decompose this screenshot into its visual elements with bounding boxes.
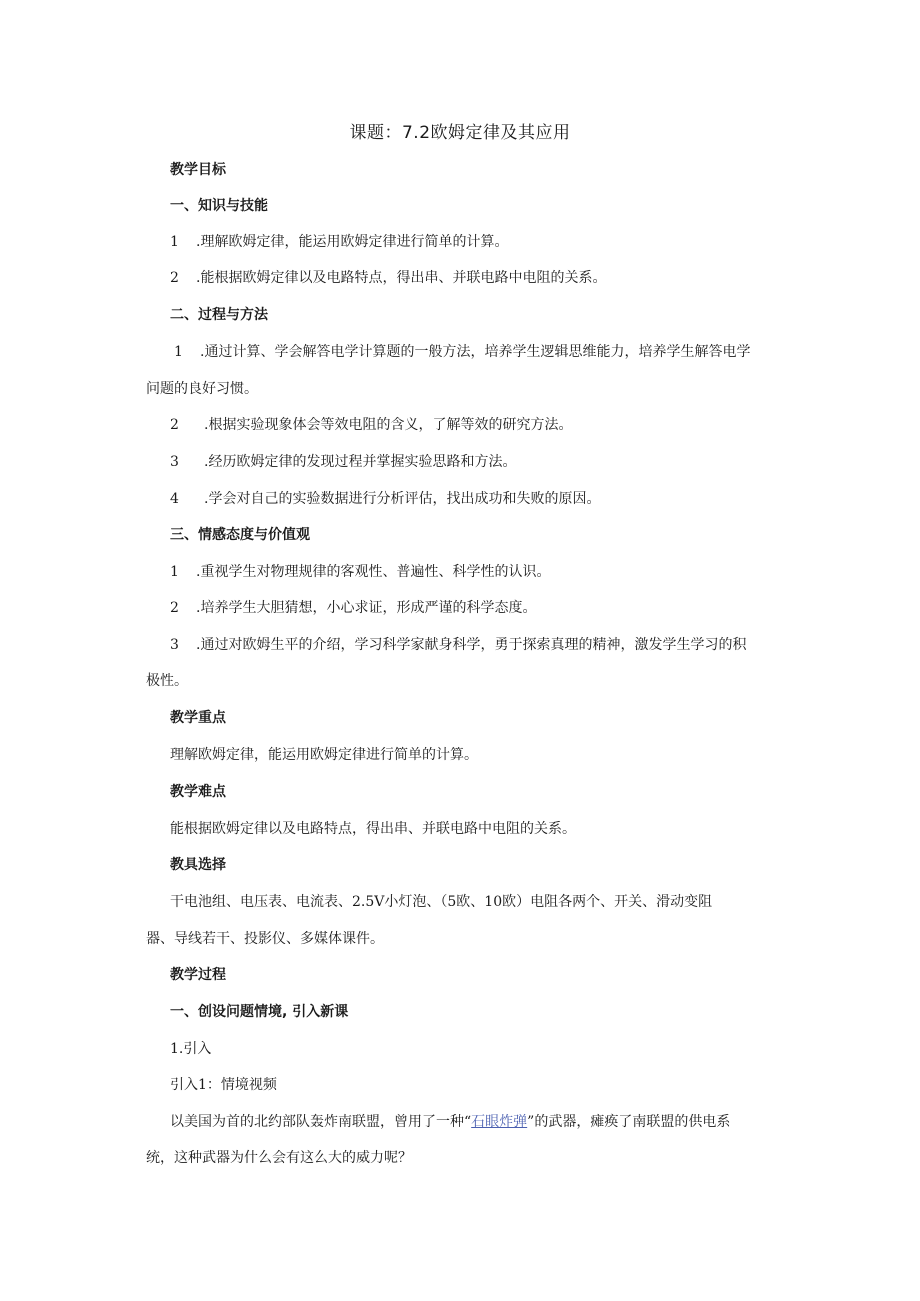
intro-paragraph-line-2: 统，这种武器为什么会有这么大的威力呢？: [146, 1150, 412, 1166]
item-number: 1: [174, 344, 183, 360]
attitude-item-3-continued: 极性。: [146, 673, 188, 689]
item-text: .重视学生对物理规律的客观性、普遍性、科学性的认识。: [196, 564, 551, 580]
method-item-4: [170, 488, 600, 508]
item-text: .学会对自己的实验数据进行分析评估，找出成功和失败的原因。: [204, 491, 601, 507]
heading-attitude-values: 三、情感态度与价值观: [170, 527, 310, 543]
tools-text-line-1: 干电池组、电压表、电流表、2.5V小灯泡、（5欧、10欧）电阻各两个、开关、滑动变阻: [170, 894, 713, 910]
heading-teaching-difficulty: 教学难点: [170, 784, 226, 800]
item-number: 2: [170, 600, 179, 616]
knowledge-item-2: [170, 267, 606, 287]
intro-text-a: 以美国为首的北约部队轰炸南联盟，曾用了一种: [170, 1114, 464, 1130]
quote-close: ”: [527, 1114, 535, 1130]
knowledge-item-1: [170, 231, 508, 251]
item-text: .培养学生大胆猜想，小心求证，形成严谨的科学态度。: [196, 600, 537, 616]
attitude-item-1: [170, 561, 550, 581]
method-item-1: [174, 341, 750, 361]
heading-teaching-tools: 教具选择: [170, 857, 226, 873]
attitude-item-2: [170, 597, 536, 617]
heading-objectives: 教学目标: [170, 162, 226, 178]
method-item-1-continued: 问题的良好习惯。: [146, 381, 258, 397]
item-number: 4: [170, 491, 179, 507]
item-text: .通过计算、学会解答电学计算题的一般方法，培养学生逻辑思维能力，培养学生解答电学: [200, 344, 751, 360]
item-number: 3: [170, 637, 179, 653]
intro-subtitle: 引入1：情境视频: [170, 1077, 277, 1093]
intro-paragraph-line-1: [170, 1111, 730, 1131]
quote-open: “: [464, 1114, 472, 1130]
item-text: .通过对欧姆生平的介绍，学习科学家献身科学，勇于探索真理的精神，激发学生学习的积: [196, 637, 747, 653]
method-item-2: [170, 414, 572, 434]
intro-step: 1.引入: [170, 1041, 212, 1057]
item-text: .能根据欧姆定律以及电路特点，得出串、并联电路中电阻的关系。: [196, 270, 607, 286]
attitude-item-3: [170, 634, 746, 654]
heading-teaching-key-point: 教学重点: [170, 710, 226, 726]
heading-knowledge-skills: 一、知识与技能: [170, 198, 268, 214]
item-number: 1: [170, 234, 179, 250]
item-number: 3: [170, 454, 179, 470]
item-number: 1: [170, 564, 179, 580]
item-text: .经历欧姆定律的发现过程并掌握实验思路和方法。: [204, 454, 517, 470]
key-point-text: 理解欧姆定律，能运用欧姆定律进行简单的计算。: [170, 747, 478, 763]
intro-text-b: 的武器，瘫痪了南联盟的供电系: [534, 1114, 731, 1130]
heading-process-method: 二、过程与方法: [170, 307, 268, 323]
heading-teaching-process: 教学过程: [170, 967, 226, 983]
item-text: .理解欧姆定律，能运用欧姆定律进行简单的计算。: [196, 234, 509, 250]
item-number: 2: [170, 417, 179, 433]
difficulty-text: 能根据欧姆定律以及电路特点，得出串、并联电路中电阻的关系。: [170, 821, 576, 837]
item-text: .根据实验现象体会等效电阻的含义，了解等效的研究方法。: [204, 417, 573, 433]
tools-text-line-2: 器、导线若干、投影仪、多媒体课件。: [146, 931, 384, 947]
heading-create-situation: 一、创设问题情境, 引入新课: [170, 1004, 349, 1020]
item-number: 2: [170, 270, 179, 286]
lesson-title: 课题：7.2欧姆定律及其应用: [349, 123, 571, 143]
stone-bomb-link[interactable]: 石眼炸弹: [471, 1114, 528, 1130]
method-item-3: [170, 451, 516, 471]
